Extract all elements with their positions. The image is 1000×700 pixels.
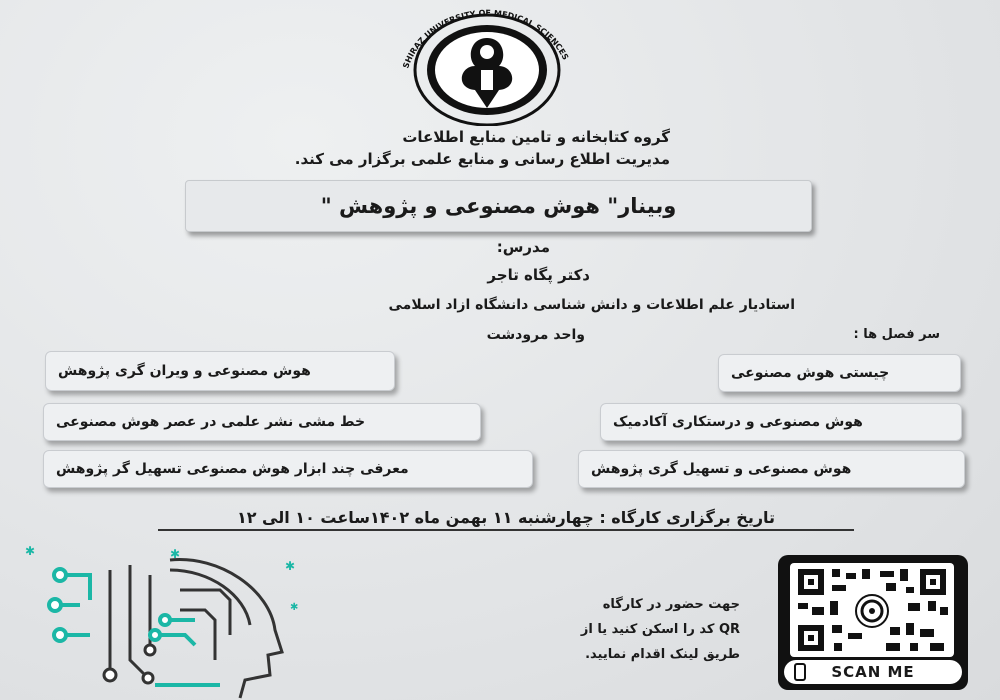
seal-text-en: SHIRAZ UNIVERSITY OF MEDICAL SCIENCES	[401, 8, 571, 70]
svg-text:✱: ✱	[290, 602, 299, 613]
organizer-line-1: گروه کتابخانه و تامین منابع اطلاعات	[402, 128, 670, 146]
qr-code-card[interactable]	[778, 555, 968, 690]
organizer-line-2: مدیریت اطلاع رسانی و منابع علمی برگزار می کند.	[294, 150, 670, 168]
svg-text:✱: ✱	[25, 544, 36, 558]
scan-me-button[interactable]	[784, 660, 962, 684]
topic-right-3: هوش مصنوعی و تسهیل گری پژوهش	[578, 450, 965, 488]
phone-icon	[794, 663, 806, 681]
registration-line-1: جهت حضور در کارگاه	[602, 597, 740, 612]
instructor-label: مدرس:	[496, 238, 550, 256]
event-date: تاریخ برگزاری کارگاه : چهارشنبه ۱۱ بهمن ماه ۱۴۰۲ساعت ۱۰ الی ۱۲	[158, 508, 854, 531]
qr-code-icon[interactable]	[790, 563, 954, 657]
instructor-name: دکتر پگاه تاجر	[487, 266, 590, 284]
webinar-title-box	[185, 180, 812, 232]
svg-text:✱: ✱	[170, 547, 181, 561]
instructor-unit: واحد مرودشت	[486, 327, 585, 343]
topic-right-1: چیستی هوش مصنوعی	[718, 354, 961, 392]
svg-text:✱: ✱	[285, 559, 296, 573]
topic-left-1: هوش مصنوعی و ویران گری پژوهش	[45, 351, 395, 391]
topic-left-3: معرفی چند ابزار هوش مصنوعی تسهیل گر پژوهش	[43, 450, 533, 488]
registration-note	[520, 592, 740, 667]
topics-label: سر فصل ها :	[853, 327, 940, 342]
ai-circuit-head-icon	[20, 540, 300, 700]
scan-me-label: SCAN ME	[831, 663, 915, 681]
webinar-title: وبینار" هوش مصنوعی و پژوهش "	[320, 194, 677, 218]
university-seal-icon	[375, 8, 600, 126]
topic-left-2: خط مشی نشر علمی در عصر هوش مصنوعی	[43, 403, 481, 441]
instructor-position: استادیار علم اطلاعات و دانش شناسی دانشگاه ازاد اسلامی	[388, 297, 795, 313]
organizer-header	[250, 126, 670, 170]
registration-line-3: طریق لینک اقدام نمایید.	[585, 647, 740, 662]
registration-line-2: QR کد را اسکن کنید یا از	[580, 622, 740, 637]
topic-right-2: هوش مصنوعی و درستکاری آکادمیک	[600, 403, 962, 441]
